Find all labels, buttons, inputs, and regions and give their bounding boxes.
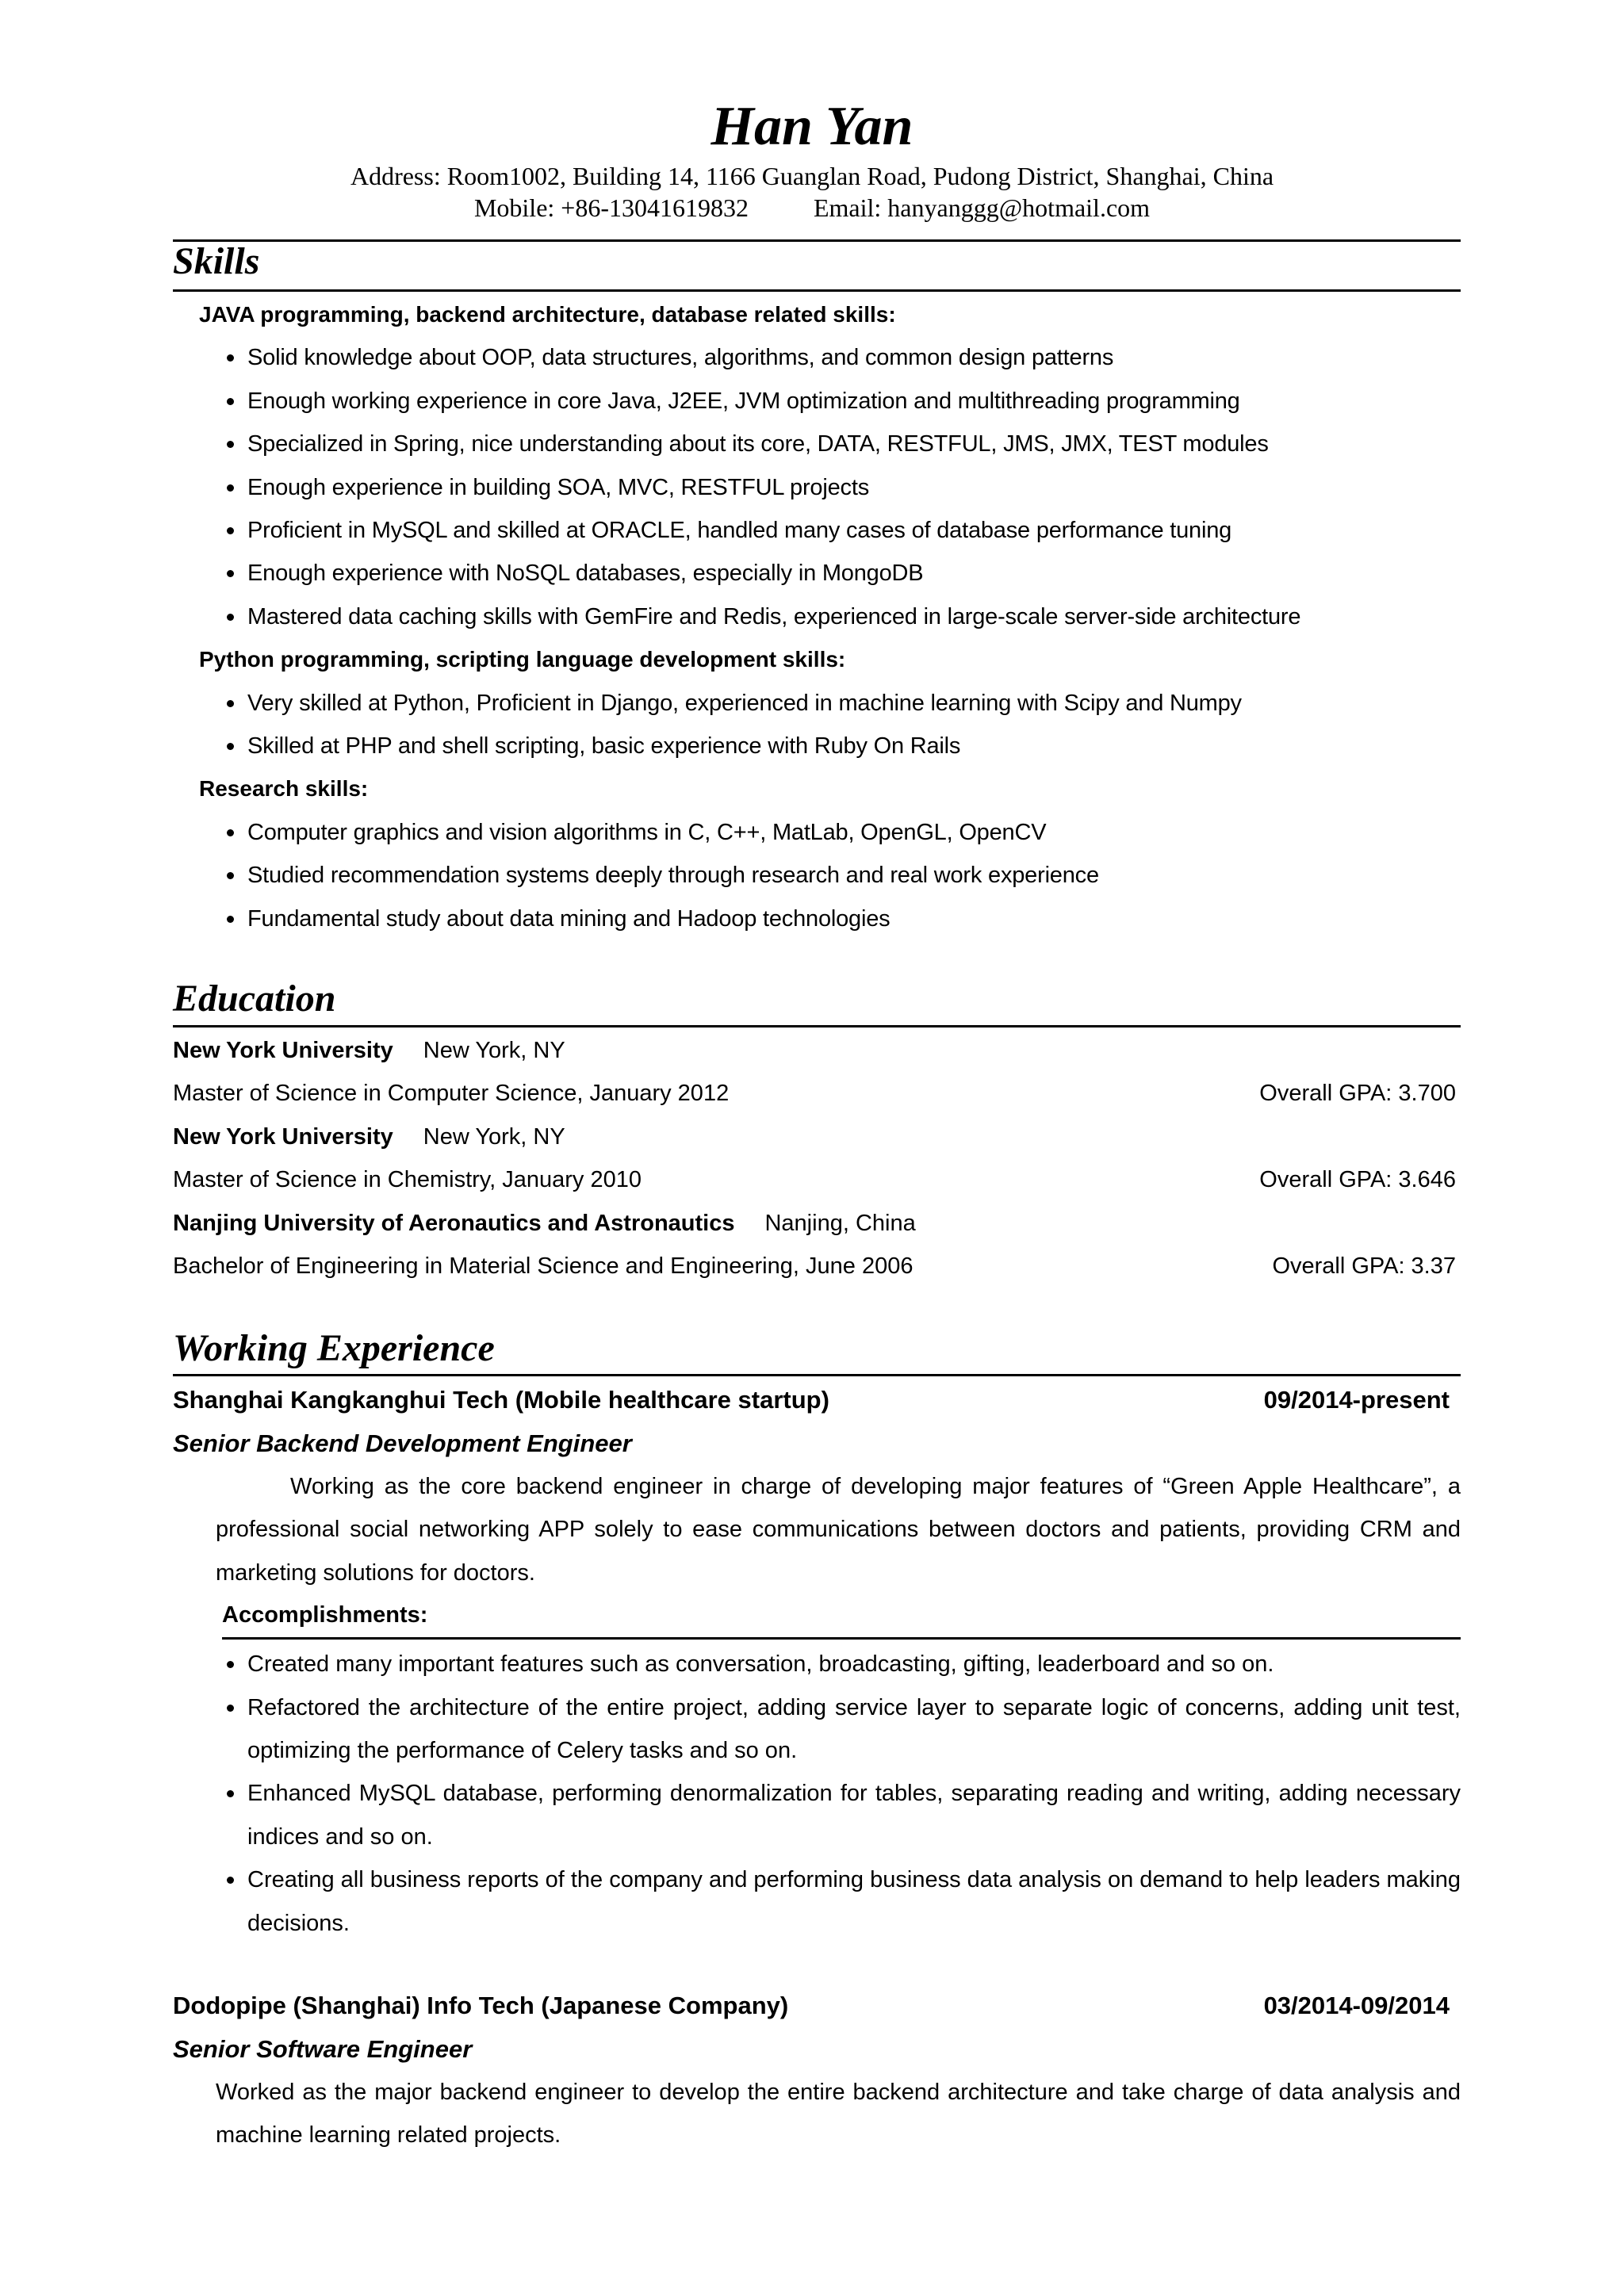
job-header [173,1984,1461,2028]
school-location: New York, NY [423,1038,565,1063]
experience-job-2 [173,1984,1461,2157]
education-school-row [173,1115,1461,1158]
skill-group-label: Research skills: [199,776,369,802]
candidate-name: Han Yan [710,96,914,157]
experience-job-1 [173,1378,1461,1945]
skill-item: Very skilled at Python, Proficient in Django, experienced in machine learning with Scipy and Numpy [173,682,1461,725]
accomplishment-item: Refactored the architecture of the entire project, adding service layer to separate logic of concerns, adding unit test, optimizing the performance of Celery tasks and so on. [173,1686,1461,1773]
accomplishments-label: Accomplishments: [222,1594,1461,1640]
education-school-row [173,1029,1461,1072]
email-address: Email: hanyanggg@hotmail.com [813,193,1151,222]
skill-item: Proficient in MySQL and skilled at ORACLE, handled many cases of database performance tuning [173,509,1461,552]
accomplishment-item: Creating all business reports of the company and performing business data analysis on demand to help leaders making decisions. [173,1858,1461,1945]
skill-item: Fundamental study about data mining and Hadoop technologies [173,897,1461,940]
degree-name: Master of Science in Chemistry, January 2010 [173,1167,642,1193]
accomplishment-item: Created many important features such as conversation, broadcasting, gifting, leaderboard and so on. [173,1643,1461,1686]
education-degree-row [173,1245,1461,1288]
accomplishment-list [173,1643,1461,1945]
address-line: Address: Room1002, Building 14, 1166 Guanglan Road, Pudong District, Shanghai, China [350,162,1274,190]
skills-heading: Skills [173,240,260,282]
experience-heading: Working Experience [173,1327,495,1369]
resume-header [0,94,1624,224]
company-name: Shanghai Kangkanghui Tech (Mobile healthcare startup) [173,1386,829,1414]
skill-item: Enough experience in building SOA, MVC, RESTFUL projects [173,466,1461,509]
experience-rule [173,1374,1461,1376]
degree-name: Bachelor of Engineering in Material Science and Engineering, June 2006 [173,1253,914,1280]
skill-item: Solid knowledge about OOP, data structures, algorithms, and common design patterns [173,336,1461,379]
gpa-value: Overall GPA: 3.37 [1272,1253,1456,1280]
education-section [173,1029,1461,1288]
skill-item: Skilled at PHP and shell scripting, basic experience with Ruby On Rails [173,725,1461,767]
job-description: Working as the core backend engineer in charge of developing major features of “Green Apple Healthcare”, a professional social networking APP solely to ease communications between doctors and patients, providing CRM and marketing solutions for doctors. [216,1474,1461,1586]
skills-top-rule [173,239,1461,242]
skill-item: Studied recommendation systems deeply through research and real work experience [173,854,1461,897]
school-location: Nanjing, China [764,1210,916,1236]
company-name: Dodopipe (Shanghai) Info Tech (Japanese Company) [173,1992,789,2019]
contact-line [0,192,1624,224]
job-role: Senior Backend Development Engineer [173,1429,632,1457]
job-header [173,1378,1461,1422]
skill-item: Enough working experience in core Java, J2EE, JVM optimization and multithreading programming [173,380,1461,423]
school-location: New York, NY [423,1123,565,1150]
education-school-row [173,1202,1461,1245]
education-degree-row [173,1158,1461,1201]
skill-list [173,811,1461,940]
skill-item: Specialized in Spring, nice understanding about its core, DATA, RESTFUL, JMS, JMX, TEST modules [173,423,1461,465]
education-rule [173,1025,1461,1027]
skill-group-label: Python programming, scripting language development skills: [199,647,846,672]
mobile-number: Mobile: +86-13041619832 [473,193,749,222]
education-heading: Education [173,978,336,1020]
skill-list [173,336,1461,638]
job-dates: 09/2014-present [1263,1386,1450,1414]
skill-group-label: JAVA programming, backend architecture, database related skills: [199,302,896,327]
skills-bottom-rule [173,289,1461,292]
job-role: Senior Software Engineer [173,2035,473,2063]
accomplishment-item: Enhanced MySQL database, performing denormalization for tables, separating reading and writing, adding necessary indices and so on. [173,1772,1461,1858]
gpa-value: Overall GPA: 3.646 [1259,1167,1456,1193]
skill-list [173,682,1461,768]
job-description: Worked as the major backend engineer to develop the entire backend architecture and take charge of data analysis and machine learning related projects. [216,2080,1461,2149]
skill-item: Enough experience with NoSQL databases, especially in MongoDB [173,552,1461,595]
skill-item: Mastered data caching skills with GemFire and Redis, experienced in large-scale server-side architecture [173,595,1461,638]
gpa-value: Overall GPA: 3.700 [1259,1081,1456,1107]
school-name: New York University [173,1123,393,1150]
school-name: New York University [173,1038,393,1063]
school-name: Nanjing University of Aeronautics and Astronautics [173,1210,735,1236]
education-degree-row [173,1072,1461,1115]
skills-section [173,293,1461,940]
job-dates: 03/2014-09/2014 [1263,1992,1450,2019]
skill-item: Computer graphics and vision algorithms in C, C++, MatLab, OpenGL, OpenCV [173,811,1461,854]
degree-name: Master of Science in Computer Science, January 2012 [173,1081,730,1107]
